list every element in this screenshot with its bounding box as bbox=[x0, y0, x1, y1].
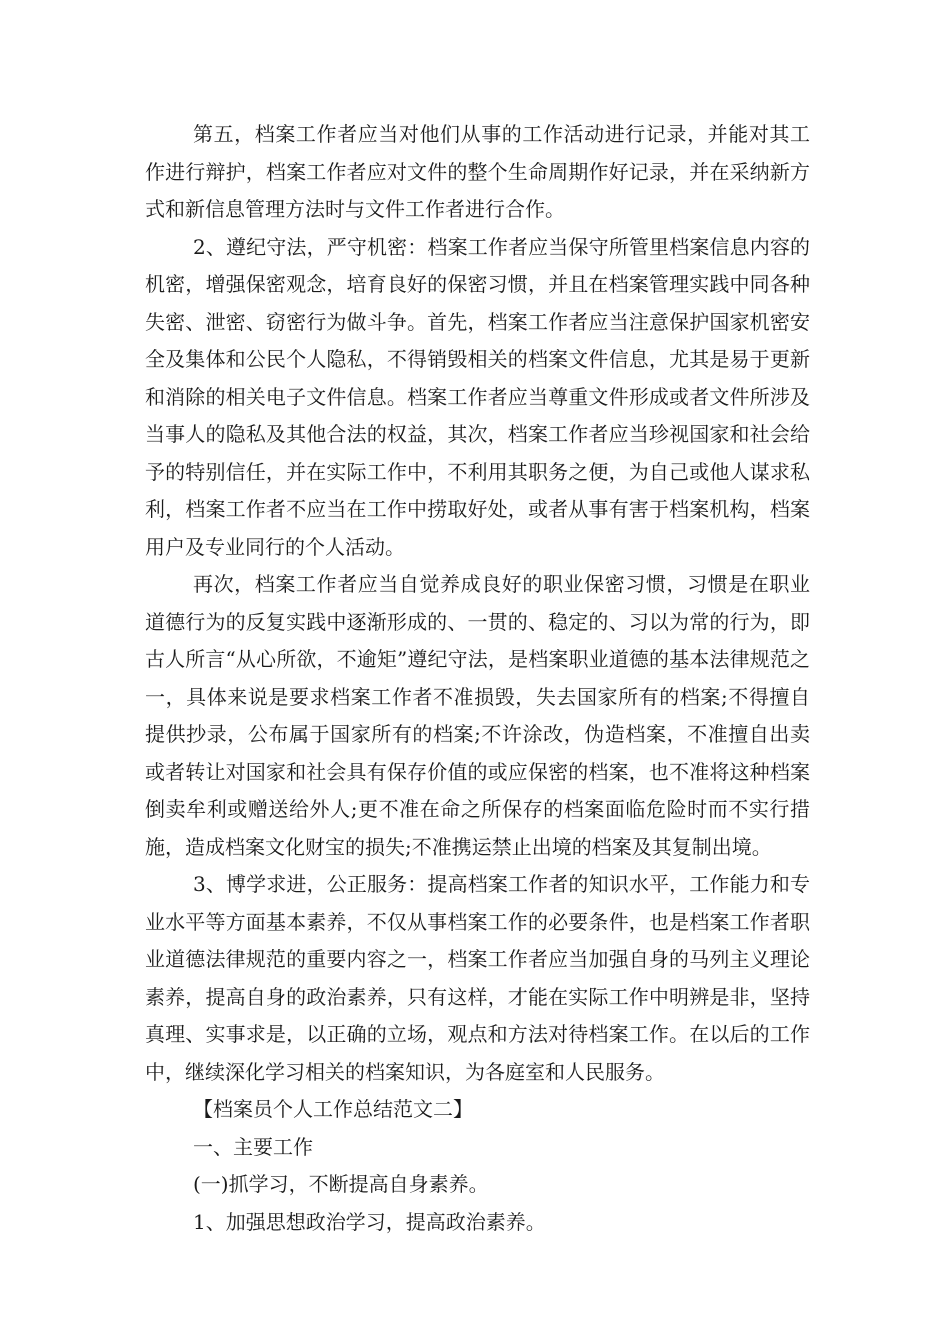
section-heading-main-work: 一、主要工作 bbox=[193, 1134, 313, 1159]
subsection-heading-study: (一)抓学习，不断提高自身素养。 bbox=[193, 1172, 489, 1196]
paragraph-learning-service: 3、博学求进，公正服务：提高档案工作者的知识水平，工作能力和专业水平等方面基本素养，不仅从事档案工作的必要条件，也是档案工作者职业道德法律规范的重要内容之一，档案工作者应当加强自身的马列主义理论素养，提高自身的政治素养，只有这样，才能在实际工作中明辨是非，坚持真理、实事求是，以正确的立场，观点和方法对待档案工作。在以后的工作中，继续深化学习相关的档案知识，为各庭室和人民服务。 bbox=[145, 872, 810, 1084]
item-heading-political-study: 1、加强思想政治学习，提高政治素养。 bbox=[193, 1209, 546, 1234]
document-body bbox=[145, 116, 810, 1241]
paragraph-secrecy-habits: 再次，档案工作者应当自觉养成良好的职业保密习惯，习惯是在职业道德行为的反复实践中逐渐形成的、一贯的、稳定的、习以为常的行为，即古人所言“从心所欲，不逾矩”遵纪守法，是档案职业道德的基本法律规范之一，具体来说是要求档案工作者不准损毁，失去国家所有的档案;不得擅自提供抄录，公布属于国家所有的档案;不许涂改，伪造档案，不准擅自出卖或者转让对国家和社会具有保存价值的或应保密的档案，也不准将这种档案倒卖牟利或赠送给外人;更不准在命之所保存的档案面临危险时而不实行措施，造成档案文化财宝的损失;不准携运禁止出境的档案及其复制出境。 bbox=[145, 572, 810, 859]
paragraph-confidentiality: 2、遵纪守法，严守机密：档案工作者应当保守所管里档案信息内容的机密，增强保密观念，培育良好的保密习惯，并且在档案管理实践中同各种失密、泄密、窃密行为做斗争。首先，档案工作者应当注意保护国家机密安全及集体和公民个人隐私，不得销毁相关的档案文件信息，尤其是易于更新和消除的相关电子文件信息。档案工作者应当尊重文件形成或者文件所涉及当事人的隐私及其他合法的权益，其次，档案工作者应当珍视国家和社会给予的特别信任，并在实际工作中，不利用其职务之便，为自己或他人谋求私利，档案工作者不应当在工作中捞取好处，或者从事有害于档案机构，档案用户及专业同行的个人活动。 bbox=[145, 234, 810, 559]
paragraph-record-keeping: 第五，档案工作者应当对他们从事的工作活动进行记录，并能对其工作进行辩护，档案工作者应对文件的整个生命周期作好记录，并在采纳新方式和新信息管理方法时与文件工作者进行合作。 bbox=[145, 122, 810, 221]
section-title-sample-two: 【档案员个人工作总结范文二】 bbox=[193, 1097, 473, 1121]
